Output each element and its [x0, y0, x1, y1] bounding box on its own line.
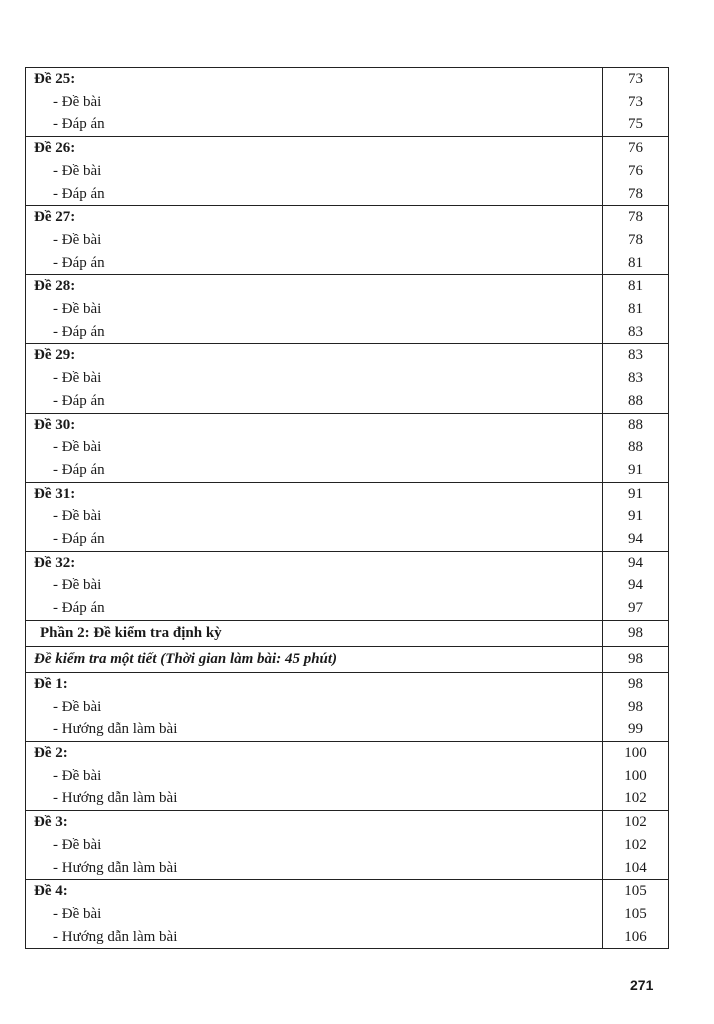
toc-page-number: 94	[603, 551, 669, 574]
toc-subentry-row	[26, 597, 669, 620]
toc-entry-title: - Hướng dẫn làm bài	[26, 857, 603, 880]
page-number: 271	[630, 977, 654, 993]
toc-subentry-row	[26, 183, 669, 206]
toc-entry-title: - Đề bài	[26, 903, 603, 926]
toc-subentry-row	[26, 252, 669, 275]
toc-body	[26, 68, 669, 949]
toc-entry-title: - Đề bài	[26, 298, 603, 321]
toc-subentry-row	[26, 765, 669, 788]
toc-page-number: 94	[603, 528, 669, 551]
toc-entry-title: Đề 4:	[26, 880, 603, 903]
toc-entry-row	[26, 811, 669, 834]
toc-page-number: 99	[603, 718, 669, 741]
toc-page-number: 98	[603, 696, 669, 719]
toc-entry-title: Đề 25:	[26, 68, 603, 91]
toc-subentry-row	[26, 390, 669, 413]
toc-entry-row	[26, 741, 669, 764]
toc-page-number: 105	[603, 880, 669, 903]
toc-entry-title: Đề 1:	[26, 672, 603, 695]
toc-entry-row	[26, 137, 669, 160]
toc-entry-title: - Đáp án	[26, 528, 603, 551]
toc-entry-row	[26, 206, 669, 229]
toc-entry-title: - Đáp án	[26, 321, 603, 344]
toc-subentry-row	[26, 367, 669, 390]
toc-entry-title: Đề 31:	[26, 482, 603, 505]
toc-entry-row	[26, 880, 669, 903]
toc-entry-title: - Đề bài	[26, 574, 603, 597]
toc-entry-title: - Đáp án	[26, 390, 603, 413]
toc-page-number: 88	[603, 390, 669, 413]
toc-entry-title: - Đáp án	[26, 183, 603, 206]
toc-page-number: 98	[603, 620, 669, 646]
toc-entry-row	[26, 620, 669, 646]
toc-page-number: 91	[603, 459, 669, 482]
toc-page-number: 83	[603, 344, 669, 367]
toc-page-number: 81	[603, 298, 669, 321]
toc-entry-title: Đề 29:	[26, 344, 603, 367]
toc-entry-title: Đề 3:	[26, 811, 603, 834]
toc-page-number: 98	[603, 646, 669, 672]
toc-subentry-row	[26, 696, 669, 719]
toc-page-number: 102	[603, 834, 669, 857]
toc-page-number: 94	[603, 574, 669, 597]
toc-entry-row	[26, 646, 669, 672]
toc-page-number: 83	[603, 321, 669, 344]
toc-page-number: 81	[603, 252, 669, 275]
toc-subentry-row	[26, 528, 669, 551]
toc-subentry-row	[26, 113, 669, 136]
toc-page-number: 73	[603, 91, 669, 114]
toc-page-number: 75	[603, 113, 669, 136]
toc-page-number: 104	[603, 857, 669, 880]
toc-page-number: 76	[603, 137, 669, 160]
toc-subentry-row	[26, 160, 669, 183]
toc-page-number: 100	[603, 741, 669, 764]
toc-page-number: 78	[603, 183, 669, 206]
toc-subentry-row	[26, 718, 669, 741]
toc-entry-title: - Đề bài	[26, 436, 603, 459]
toc-entry-row	[26, 413, 669, 436]
toc-subentry-row	[26, 787, 669, 810]
toc-entry-title: Phần 2: Đề kiểm tra định kỳ	[26, 620, 603, 646]
toc-subentry-row	[26, 91, 669, 114]
toc-page-number: 83	[603, 367, 669, 390]
toc-entry-title: Đề 26:	[26, 137, 603, 160]
toc-subentry-row	[26, 459, 669, 482]
toc-page-number: 78	[603, 229, 669, 252]
toc-page-number: 78	[603, 206, 669, 229]
toc-subentry-row	[26, 574, 669, 597]
toc-page-number: 105	[603, 903, 669, 926]
toc-subentry-row	[26, 298, 669, 321]
toc-entry-title: - Hướng dẫn làm bài	[26, 787, 603, 810]
toc-entry-row	[26, 482, 669, 505]
toc-page-number: 102	[603, 811, 669, 834]
toc-page-number: 88	[603, 436, 669, 459]
toc-subentry-row	[26, 229, 669, 252]
toc-entry-title: - Đáp án	[26, 252, 603, 275]
toc-entry-title: - Đề bài	[26, 696, 603, 719]
toc-page-number: 88	[603, 413, 669, 436]
toc-page-number: 91	[603, 505, 669, 528]
toc-subentry-row	[26, 436, 669, 459]
toc-entry-title: Đề 28:	[26, 275, 603, 298]
toc-entry-title: - Đáp án	[26, 597, 603, 620]
toc-page-number: 98	[603, 672, 669, 695]
toc-subentry-row	[26, 834, 669, 857]
toc-entry-title: Đề kiểm tra một tiết (Thời gian làm bài: 45 phút)	[26, 646, 603, 672]
toc-entry-title: - Đề bài	[26, 765, 603, 788]
toc-page-number: 76	[603, 160, 669, 183]
toc-page-number: 91	[603, 482, 669, 505]
toc-entry-title: - Đề bài	[26, 367, 603, 390]
toc-entry-row	[26, 68, 669, 91]
toc-subentry-row	[26, 857, 669, 880]
toc-entry-title: - Đề bài	[26, 505, 603, 528]
toc-subentry-row	[26, 321, 669, 344]
toc-entry-title: - Đề bài	[26, 91, 603, 114]
toc-entry-row	[26, 551, 669, 574]
toc-entry-row	[26, 344, 669, 367]
toc-entry-title: Đề 27:	[26, 206, 603, 229]
toc-entry-title: - Đề bài	[26, 229, 603, 252]
toc-entry-title: - Đáp án	[26, 113, 603, 136]
table-of-contents	[25, 67, 669, 949]
toc-entry-title: - Đề bài	[26, 160, 603, 183]
toc-entry-title: - Đề bài	[26, 834, 603, 857]
toc-subentry-row	[26, 926, 669, 949]
toc-page-number: 106	[603, 926, 669, 949]
toc-subentry-row	[26, 903, 669, 926]
toc-page-number: 73	[603, 68, 669, 91]
toc-entry-row	[26, 672, 669, 695]
toc-page-number: 81	[603, 275, 669, 298]
toc-entry-title: Đề 2:	[26, 741, 603, 764]
toc-entry-title: Đề 30:	[26, 413, 603, 436]
toc-entry-row	[26, 275, 669, 298]
toc-entry-title: - Đáp án	[26, 459, 603, 482]
toc-entry-title: - Hướng dẫn làm bài	[26, 926, 603, 949]
toc-entry-title: - Hướng dẫn làm bài	[26, 718, 603, 741]
toc-subentry-row	[26, 505, 669, 528]
toc-page-number: 100	[603, 765, 669, 788]
toc-page-number: 97	[603, 597, 669, 620]
toc-page-number: 102	[603, 787, 669, 810]
toc-entry-title: Đề 32:	[26, 551, 603, 574]
